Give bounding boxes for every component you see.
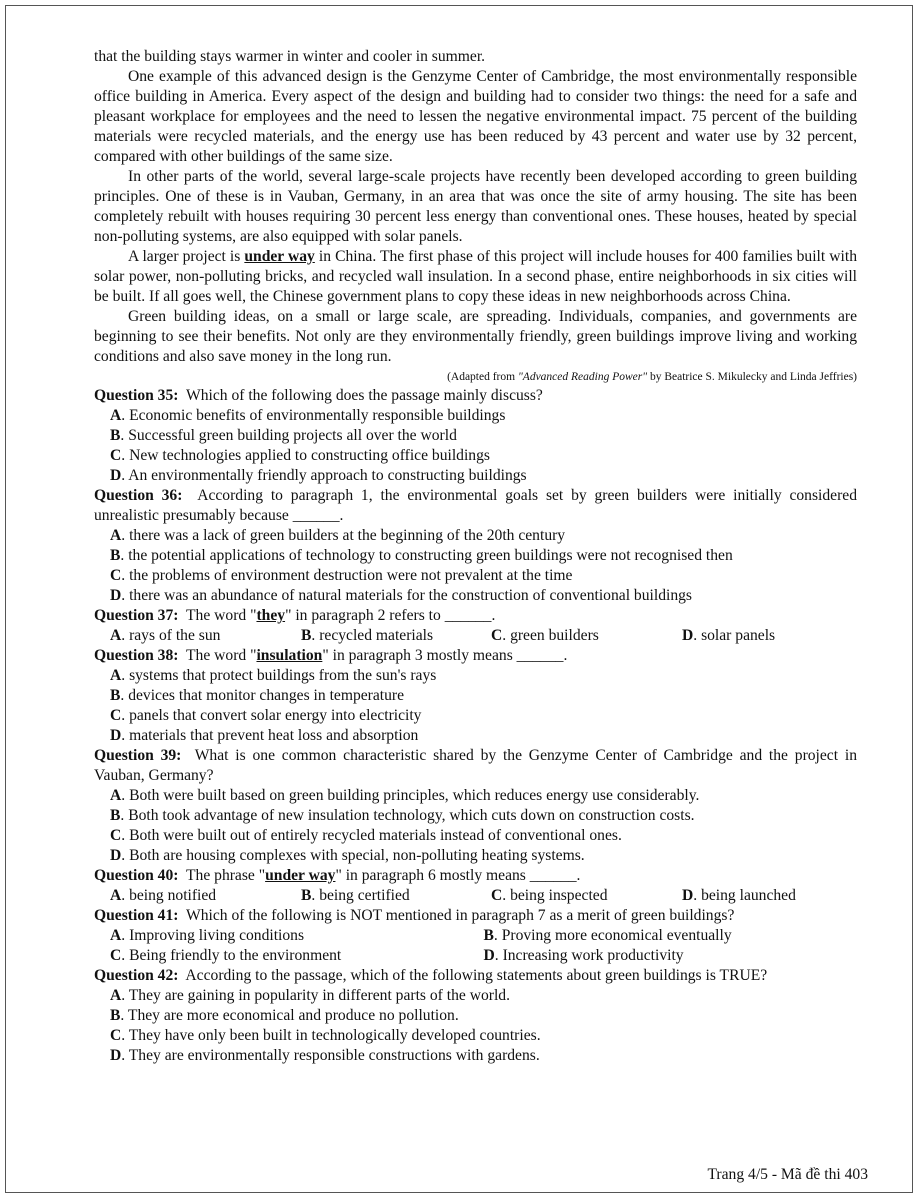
question-stem bbox=[94, 606, 857, 626]
option-d[interactable]: D. being launched bbox=[682, 887, 796, 904]
option-b[interactable]: B. being certified bbox=[301, 887, 410, 904]
page-footer: Trang 4/5 - Mã đề thi 403 bbox=[707, 1166, 868, 1183]
passage-paragraph-vauban: In other parts of the world, several large-scale projects have recently been developed according to green building principles. One of these is in Vauban, Germany, in an area that was once the site of army housing. The site has been completely rebuilt with houses requiring 30 percent less energy than conventional ones. These houses, heated by special non-polluting systems, are also equipped with solar panels. bbox=[94, 168, 857, 245]
question-stem bbox=[94, 486, 857, 526]
exam-page bbox=[5, 5, 913, 1193]
option-a[interactable]: A. there was a lack of green builders at the beginning of the 20th century bbox=[110, 527, 566, 544]
question-35 bbox=[94, 386, 857, 486]
option-b[interactable]: B. recycled materials bbox=[301, 627, 434, 644]
citation-prefix: (Adapted from bbox=[447, 371, 518, 383]
text-segment: " in paragraph 2 refers to ______. bbox=[285, 607, 496, 624]
question-text: Which of the following does the passage mainly discuss? bbox=[186, 387, 543, 404]
option-a[interactable]: A. Both were built based on green building principles, which reduces energy use considerably. bbox=[110, 787, 700, 804]
text-segment: in China. The first phase of this project will include houses for 400 families built with solar power, non-polluting bricks, and recycled wall insulation. In a second phase, entire neighborhoods in six cities will be built. If all goes well, the Chinese government plans to copy these ideas in new neighborhoods across China. bbox=[94, 248, 857, 305]
question-42 bbox=[94, 966, 857, 1066]
question-label: Question 37: bbox=[94, 607, 179, 624]
referenced-phrase: under way bbox=[244, 248, 315, 265]
option-c[interactable]: C. the problems of environment destruction were not prevalent at the time bbox=[110, 567, 573, 584]
question-label: Question 40: bbox=[94, 867, 179, 884]
question-label: Question 39: bbox=[94, 747, 182, 764]
option-d[interactable]: D. materials that prevent heat loss and absorption bbox=[110, 727, 419, 744]
citation-title: "Advanced Reading Power" bbox=[517, 371, 648, 383]
option-b[interactable]: B. Proving more economical eventually bbox=[483, 927, 732, 944]
option-d[interactable]: D. An environmentally friendly approach to constructing buildings bbox=[110, 467, 527, 484]
question-stem bbox=[94, 906, 857, 926]
text-segment: A larger project is bbox=[128, 248, 245, 265]
option-c[interactable]: C. Both were built out of entirely recycled materials instead of conventional ones. bbox=[110, 827, 622, 844]
option-b[interactable]: B. They are more economical and produce no pollution. bbox=[110, 1007, 459, 1024]
option-b[interactable]: B. the potential applications of technology to constructing green buildings were not recognised then bbox=[110, 547, 733, 564]
referenced-phrase: under way bbox=[265, 867, 336, 884]
question-stem bbox=[94, 746, 857, 786]
question-40 bbox=[94, 866, 857, 906]
option-c[interactable]: C. Being friendly to the environment bbox=[110, 947, 342, 964]
text-segment: " in paragraph 3 mostly means ______. bbox=[322, 647, 568, 664]
question-text: Which of the following is NOT mentioned in paragraph 7 as a merit of green buildings? bbox=[186, 907, 735, 924]
text-segment: The word " bbox=[186, 647, 257, 664]
options-row bbox=[110, 926, 857, 946]
text-segment: The word " bbox=[186, 607, 257, 624]
option-d[interactable]: D. Both are housing complexes with special, non-polluting heating systems. bbox=[110, 847, 585, 864]
option-d[interactable]: D. solar panels bbox=[682, 627, 776, 644]
option-a[interactable]: A. Improving living conditions bbox=[110, 927, 305, 944]
question-text: What is one common characteristic shared by the Genzyme Center of Cambridge and the project in Vauban, Germany? bbox=[94, 747, 857, 784]
question-stem bbox=[94, 646, 857, 666]
option-d[interactable]: D. there was an abundance of natural materials for the construction of conventional buildings bbox=[110, 587, 692, 604]
option-c[interactable]: C. They have only been built in technologically developed countries. bbox=[110, 1027, 541, 1044]
referenced-word: they bbox=[256, 607, 286, 624]
question-label: Question 41: bbox=[94, 907, 179, 924]
source-citation bbox=[94, 368, 857, 386]
option-d[interactable]: D. Increasing work productivity bbox=[483, 947, 684, 964]
option-c[interactable]: C. panels that convert solar energy into electricity bbox=[110, 707, 422, 724]
question-37 bbox=[94, 606, 857, 646]
option-a[interactable]: A. Economic benefits of environmentally responsible buildings bbox=[110, 407, 506, 424]
question-text: According to the passage, which of the following statements about green buildings is TRUE? bbox=[185, 967, 768, 984]
option-c[interactable]: C. green builders bbox=[491, 627, 599, 644]
option-b[interactable]: B. Both took advantage of new insulation technology, which cuts down on construction costs. bbox=[110, 807, 695, 824]
options-row bbox=[94, 626, 857, 646]
passage-paragraph-china bbox=[94, 247, 857, 307]
text-segment: " in paragraph 6 mostly means ______. bbox=[335, 867, 581, 884]
question-text: According to paragraph 1, the environmental goals set by green builders were initially considered unrealistic presumably because ______. bbox=[94, 487, 857, 524]
question-label: Question 38: bbox=[94, 647, 179, 664]
option-a[interactable]: A. They are gaining in popularity in different parts of the world. bbox=[110, 987, 510, 1004]
question-stem bbox=[94, 386, 857, 406]
question-label: Question 36: bbox=[94, 487, 183, 504]
passage-paragraph-conclusion: Green building ideas, on a small or large scale, are spreading. Individuals, companies, and governments are beginning to see their benefits. Not only are they environmentally friendly, green buildings improve living and working conditions and also save money in the long run. bbox=[94, 308, 857, 365]
question-label: Question 42: bbox=[94, 967, 179, 984]
options-row bbox=[110, 946, 857, 966]
question-label: Question 35: bbox=[94, 387, 179, 404]
option-a[interactable]: A. systems that protect buildings from the sun's rays bbox=[110, 667, 437, 684]
question-41 bbox=[94, 906, 857, 966]
option-c[interactable]: C. New technologies applied to constructing office buildings bbox=[110, 447, 490, 464]
page-content bbox=[94, 47, 857, 1066]
question-38 bbox=[94, 646, 857, 746]
citation-authors: by Beatrice S. Mikulecky and Linda Jeffries) bbox=[647, 371, 857, 383]
option-c[interactable]: C. being inspected bbox=[491, 887, 608, 904]
question-stem bbox=[94, 866, 857, 886]
option-a[interactable]: A. rays of the sun bbox=[110, 627, 221, 644]
option-b[interactable]: B. devices that monitor changes in temperature bbox=[110, 687, 405, 704]
question-39 bbox=[94, 746, 857, 866]
referenced-word: insulation bbox=[256, 647, 323, 664]
option-b[interactable]: B. Successful green building projects all over the world bbox=[110, 427, 457, 444]
passage-paragraph-continued: that the building stays warmer in winter and cooler in summer. bbox=[94, 48, 486, 65]
option-a[interactable]: A. being notified bbox=[110, 887, 217, 904]
question-stem bbox=[94, 966, 857, 986]
option-d[interactable]: D. They are environmentally responsible constructions with gardens. bbox=[110, 1047, 540, 1064]
options-row bbox=[94, 886, 857, 906]
text-segment: The phrase " bbox=[186, 867, 266, 884]
passage-paragraph-genzyme: One example of this advanced design is the Genzyme Center of Cambridge, the most environmentally responsible office building in America. Every aspect of the design and building had to consider two things: the need for a safe and pleasant workplace for employees and the need to lessen the negative environmental impact. 75 percent of the building materials were recycled materials, and the energy use has been reduced by 43 percent and water use by 32 percent, compared with other buildings of the same size. bbox=[94, 68, 857, 165]
question-36 bbox=[94, 486, 857, 606]
